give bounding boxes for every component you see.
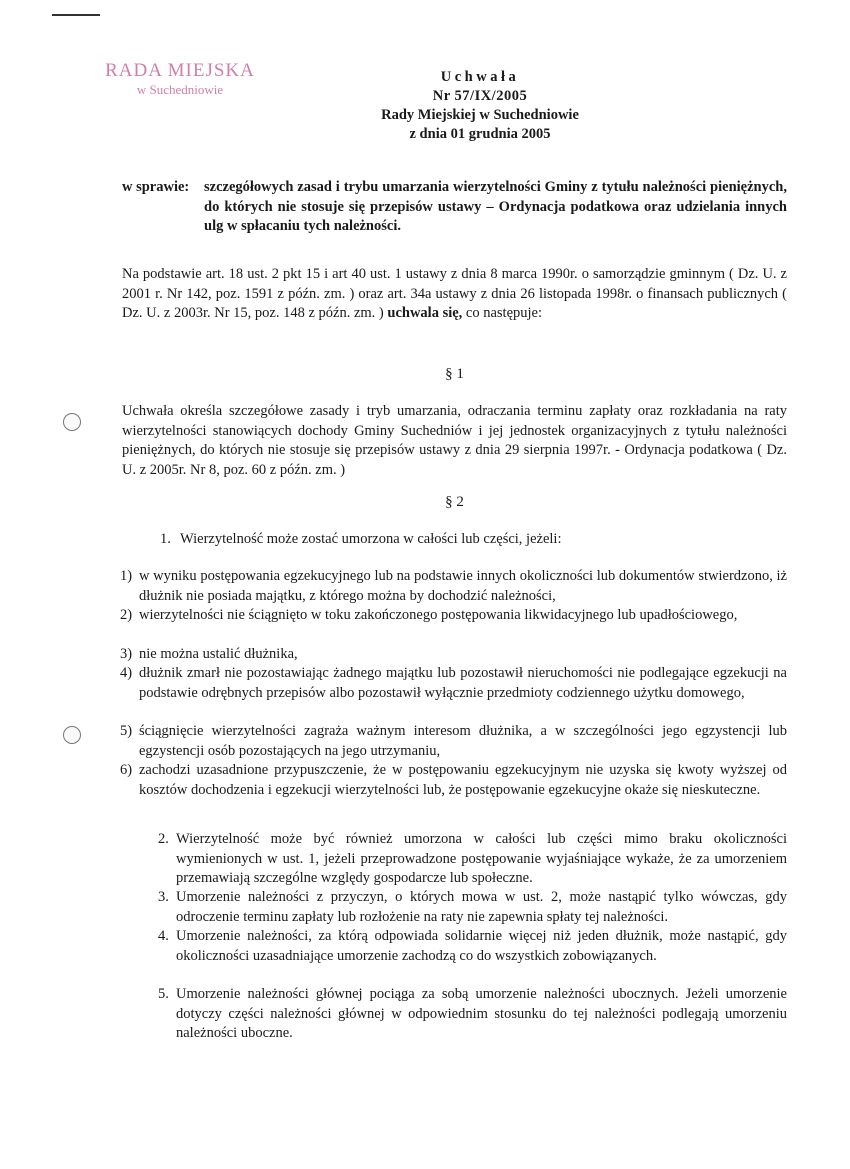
subpoint-text: ściągnięcie wierzytelności zagraża ważnym interesom dłużnika, a w szczególności jego egzystencji lub egzystencji osób pozostających na jego utrzymaniu, <box>139 723 787 759</box>
section-2-point-3 <box>158 888 787 927</box>
subpoint-5 <box>120 722 787 761</box>
point-text: Umorzenie należności z przyczyn, o których mowa w ust. 2, może nastąpić tylko wówczas, gdy odroczenie terminu zapłaty lub rozłożenie na raty nie zapewnia spłaty tej należności. <box>176 889 787 925</box>
subject-label: w sprawie: <box>122 179 190 195</box>
subpoint-1 <box>120 567 787 606</box>
resolution-issuer: Rady Miejskiej w Suchedniowie <box>381 107 579 123</box>
preamble-bold: uchwala się, <box>387 305 463 321</box>
section-2-point-5 <box>158 985 787 1044</box>
point-number: 4. <box>158 928 169 944</box>
scan-mark <box>52 14 100 16</box>
point-number: 5. <box>158 986 169 1002</box>
point-text: Umorzenie należności głównej pociąga za sobą umorzenie należności ubocznych. Jeżeli umorzenie dotyczy części należności głównej w odpowiednim stosunku do tej należności podlegają umorzeniu należności uboczne. <box>176 986 787 1041</box>
stamp-line-2: w Suchedniowie <box>136 82 224 97</box>
section-1-text: Uchwała określa szczegółowe zasady i tryb umarzania, odraczania terminu zapłaty oraz rozkładania na raty wierzytelności stanowiących dochody Gminy Suchedniów i jej jednostek organizacyjnych z tytułu należności pieniężnych, do których nie stosuje się przepisów ustawy z dnia 29 sierpnia 1997r. - Ordynacja podatkowa ( Dz. U. z 2005r. Nr 8, poz. 60 z późn. zm. ) <box>122 403 787 478</box>
subpoint-number: 4) <box>120 665 133 681</box>
subpoint-number: 1) <box>120 568 133 584</box>
resolution-header <box>300 68 660 144</box>
subpoint-2 <box>120 606 787 626</box>
punch-hole-upper <box>63 413 81 431</box>
preamble-tail: co następuje: <box>465 305 543 321</box>
subpoint-4 <box>120 664 787 703</box>
point-text: Umorzenie należności, za którą odpowiada solidarnie więcej niż jeden dłużnik, może nastąpić, gdy okoliczności uzasadniające umorzenie zachodzą co do wszystkich zobowiązanych. <box>176 928 787 964</box>
section-2-point-2 <box>158 830 787 889</box>
subject-text: szczegółowych zasad i trybu umarzania wierzytelności Gminy z tytułu należności pieniężnych, do których nie stosuje się przepisów ustawy – Ordynacja podatkowa oraz udzielania innych ulg w spłacaniu tych należności. <box>204 179 787 234</box>
resolution-word: Uchwała <box>440 69 520 85</box>
subpoint-number: 3) <box>120 646 133 662</box>
point-text: Wierzytelność może zostać umorzona w całości lub części, jeżeli: <box>180 531 562 547</box>
resolution-title <box>300 68 660 106</box>
subpoint-6 <box>120 761 787 800</box>
section-1-mark: § 1 <box>445 366 464 382</box>
point-number: 3. <box>158 889 169 905</box>
subpoint-number: 2) <box>120 607 133 623</box>
preamble-text: Na podstawie art. 18 ust. 2 pkt 15 i art 40 ust. 1 ustawy z dnia 8 marca 1990r. o samorządzie gminnym ( Dz. U. z 2001 r. Nr 142, poz. 1591 z późn. zm. ) oraz art. 34a ustawy z dnia 26 listopada 1998r. o finansach publicznych ( Dz. U. z 2003r. Nr 15, poz. 148 z późn. zm. ) <box>122 266 787 321</box>
section-2-point-4 <box>158 927 787 966</box>
resolution-date: z dnia 01 grudnia 2005 <box>409 126 551 142</box>
subpoint-text: zachodzi uzasadnione przypuszczenie, że w postępowaniu egzekucyjnym nie uzyska się kwoty wyższej od kosztów dochodzenia i egzekucji wierzytelności lub, że postępowanie egzekucyjne okaże się nieskuteczne. <box>139 762 787 798</box>
stamp-line-1: RADA MIEJSKA <box>105 60 255 81</box>
subpoint-text: nie można ustalić dłużnika, <box>139 646 298 662</box>
point-text: Wierzytelność może być również umorzona w całości lub części mimo braku okoliczności wymienionych w ust. 1, jeżeli przeprowadzone postępowanie wyjaśniające wykaże, że za umorzeniem przemawiają szczególne względy gospodarcze lub społeczne. <box>176 831 787 886</box>
subpoint-text: dłużnik zmarł nie pozostawiając żadnego majątku lub pozostawił nieruchomości nie podlegające egzekucji na podstawie odrębnych przepisów albo pozostawił wyłącznie przedmioty codziennego użytku domowego, <box>139 665 787 701</box>
point-number: 2. <box>158 831 169 847</box>
point-number: 1. <box>160 531 171 547</box>
resolution-subject <box>122 178 787 237</box>
subpoint-number: 6) <box>120 762 133 778</box>
subpoint-3 <box>120 645 787 665</box>
subpoint-number: 5) <box>120 723 133 739</box>
council-stamp <box>90 60 270 97</box>
section-2-point-1 <box>160 530 787 550</box>
section-2-mark: § 2 <box>445 494 464 510</box>
resolution-number: Nr 57/IX/2005 <box>432 88 528 104</box>
subpoint-text: w wyniku postępowania egzekucyjnego lub na podstawie innych okoliczności lub dokumentów stwierdzono, iż dłużnik nie posiada majątku, z którego można by dochodzić należności, <box>139 568 787 604</box>
preamble <box>122 265 787 324</box>
subpoint-text: wierzytelności nie ściągnięto w toku zakończonego postępowania likwidacyjnego lub upadłościowego, <box>139 607 738 623</box>
punch-hole-lower <box>63 726 81 744</box>
